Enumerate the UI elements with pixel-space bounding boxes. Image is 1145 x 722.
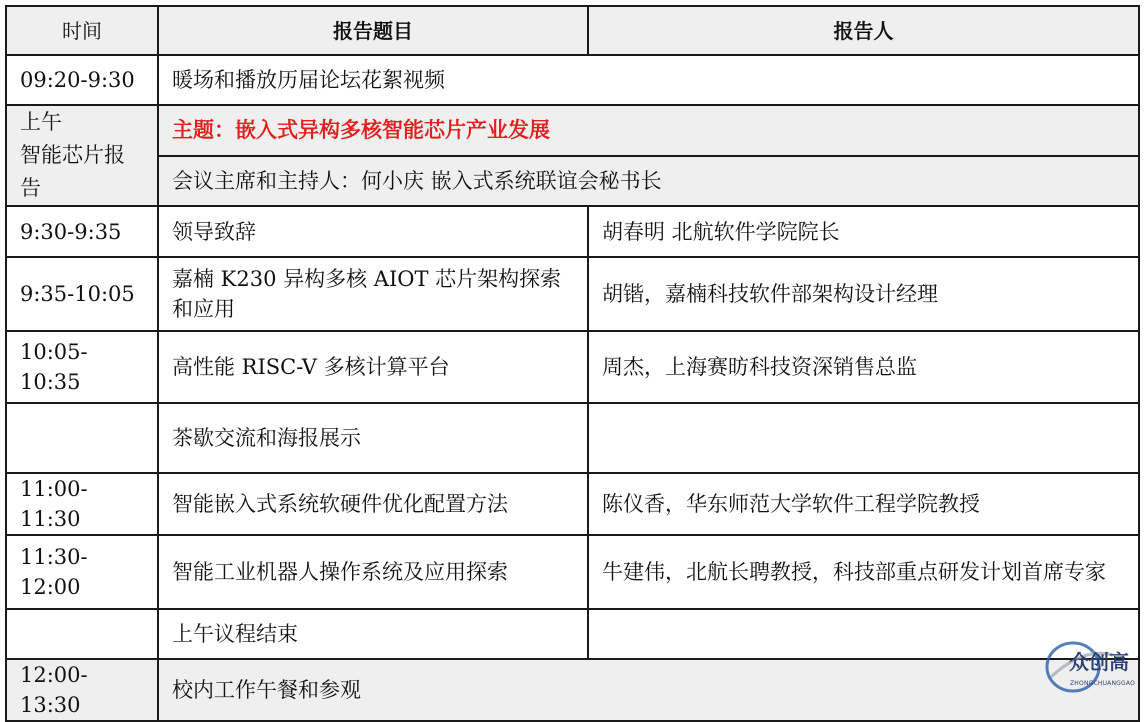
table-row [6,659,1139,721]
header-topic: 报告题目 [158,6,588,55]
row-speaker: 周杰，上海赛昉科技资深销售总监 [588,331,1139,403]
table-row [6,55,1139,105]
row-time [6,609,158,659]
row-time: 09:20-9:30 [6,55,158,105]
row-speaker [588,403,1139,473]
row-time: 10:05-10:35 [6,331,158,403]
row-topic: 校内工作午餐和参观 [158,659,1139,721]
table-row [6,257,1139,331]
session-theme: 主题：嵌入式异构多核智能芯片产业发展 [158,105,1139,156]
row-time [6,403,158,473]
watermark-text: 众创高 [1069,650,1129,674]
row-topic: 暖场和播放历届论坛花絮视频 [158,55,1139,105]
watermark-logo [1043,637,1141,697]
row-topic: 智能嵌入式系统软硬件优化配置方法 [158,473,588,535]
table-row [6,206,1139,257]
session-chair: 会议主席和主持人：何小庆 嵌入式系统联谊会秘书长 [158,156,1139,207]
row-topic: 嘉楠 K230 异构多核 AIOT 芯片架构探索和应用 [158,257,588,331]
row-topic: 茶歇交流和海报展示 [158,403,588,473]
table-row [6,403,1139,473]
header-time: 时间 [6,6,158,55]
header-row [6,6,1139,55]
row-topic: 上午议程结束 [158,609,588,659]
row-speaker: 陈仪香，华东师范大学软件工程学院教授 [588,473,1139,535]
row-topic: 领导致辞 [158,206,588,257]
row-time: 12:00-13:30 [6,659,158,721]
table-row [6,156,1139,207]
row-time: 11:30-12:00 [6,535,158,609]
header-speaker: 报告人 [588,6,1139,55]
table-row [6,331,1139,403]
row-time: 11:00-11:30 [6,473,158,535]
row-speaker: 胡春明 北航软件学院院长 [588,206,1139,257]
watermark-subtext: ZHONGCHUANGGAO [1070,680,1135,687]
row-time: 9:35-10:05 [6,257,158,331]
row-speaker: 牛建伟，北航长聘教授，科技部重点研发计划首席专家 [588,535,1139,609]
row-topic: 智能工业机器人操作系统及应用探索 [158,535,588,609]
table-row [6,609,1139,659]
agenda-table [5,5,1140,722]
row-topic: 高性能 RISC-V 多核计算平台 [158,331,588,403]
table-row [6,535,1139,609]
session-label: 上午 智能芯片报告 [6,105,158,206]
row-time: 9:30-9:35 [6,206,158,257]
table-row [6,473,1139,535]
row-speaker: 胡锴，嘉楠科技软件部架构设计经理 [588,257,1139,331]
table-row [6,105,1139,156]
